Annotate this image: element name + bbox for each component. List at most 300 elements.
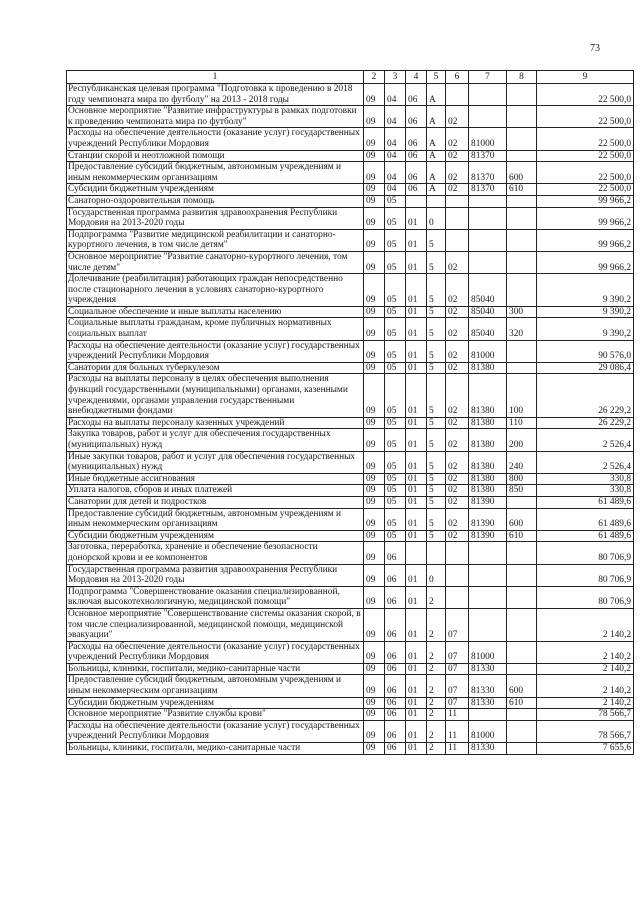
- row-code-activity-cell: 02: [446, 106, 469, 128]
- row-code-activity-cell: 02: [446, 362, 469, 374]
- row-code-direction-cell: 81330: [469, 663, 507, 675]
- row-name-cell: Больницы, клиники, госпитали, медико-санитарные части: [67, 663, 364, 675]
- row-code-direction-cell: 85040: [469, 318, 507, 340]
- row-code-rz-cell: 09: [364, 362, 385, 374]
- row-code-activity-cell: 02: [446, 340, 469, 362]
- table-row: [67, 720, 634, 742]
- row-code-rz-cell: 09: [364, 641, 385, 663]
- row-name-cell: Основное мероприятие "Развитие санаторно-курортного лечения, том числе детям": [67, 251, 364, 273]
- row-code-pr-cell: 04: [385, 84, 406, 106]
- budget-table: [66, 70, 634, 755]
- row-code-pr-cell: 05: [385, 207, 406, 229]
- row-code-activity-cell: 07: [446, 697, 469, 709]
- table-row: [67, 106, 634, 128]
- header-col-6: 6: [446, 71, 469, 84]
- row-code-pr-cell: 06: [385, 586, 406, 608]
- row-code-subprogram-cell: [427, 542, 446, 564]
- row-code-subprogram-cell: 2: [427, 641, 446, 663]
- row-code-rz-cell: 09: [364, 608, 385, 641]
- row-code-program-cell: 06: [406, 184, 427, 196]
- row-code-pr-cell: 06: [385, 720, 406, 742]
- row-code-pr-cell: 05: [385, 508, 406, 530]
- row-amount-cell: 2 140,2: [537, 697, 634, 709]
- row-code-direction-cell: [469, 542, 507, 564]
- header-col-4: 4: [406, 71, 427, 84]
- row-code-program-cell: 01: [406, 709, 427, 721]
- row-code-subprogram-cell: 0: [427, 207, 446, 229]
- table-row: [67, 743, 634, 755]
- row-code-rz-cell: 09: [364, 306, 385, 318]
- row-code-activity-cell: 07: [446, 641, 469, 663]
- row-code-subprogram-cell: 5: [427, 340, 446, 362]
- row-code-rz-cell: 09: [364, 485, 385, 497]
- row-code-program-cell: 01: [406, 496, 427, 508]
- row-code-activity-cell: 02: [446, 318, 469, 340]
- row-code-activity-cell: 11: [446, 720, 469, 742]
- row-code-pr-cell: 06: [385, 542, 406, 564]
- row-name-cell: Основное мероприятие "Совершенствование системы оказания скорой, в том числе специализированной, медицинской помощи, медицинской эвакуации": [67, 608, 364, 641]
- row-code-subprogram-cell: 5: [427, 451, 446, 473]
- row-code-direction-cell: 81380: [469, 485, 507, 497]
- row-code-vr-cell: [507, 150, 537, 162]
- row-code-direction-cell: [469, 709, 507, 721]
- row-code-vr-cell: 110: [507, 417, 537, 429]
- table-body: [67, 84, 634, 755]
- row-code-subprogram-cell: 5: [427, 429, 446, 451]
- row-code-activity-cell: [446, 195, 469, 207]
- row-code-direction-cell: 81330: [469, 743, 507, 755]
- row-code-pr-cell: 04: [385, 150, 406, 162]
- row-code-direction-cell: 81370: [469, 150, 507, 162]
- row-code-vr-cell: 610: [507, 184, 537, 196]
- table-row: [67, 128, 634, 150]
- row-code-vr-cell: 600: [507, 162, 537, 184]
- row-code-activity-cell: 02: [446, 473, 469, 485]
- row-code-vr-cell: [507, 608, 537, 641]
- row-code-direction-cell: 81380: [469, 374, 507, 417]
- row-name-cell: Субсидии бюджетным учреждениям: [67, 184, 364, 196]
- row-code-program-cell: [406, 195, 427, 207]
- row-code-vr-cell: [507, 195, 537, 207]
- row-code-pr-cell: 05: [385, 374, 406, 417]
- row-code-program-cell: 01: [406, 274, 427, 307]
- row-code-pr-cell: 05: [385, 306, 406, 318]
- row-amount-cell: 2 526,4: [537, 451, 634, 473]
- row-amount-cell: 9 390,2: [537, 318, 634, 340]
- table-row: [67, 374, 634, 417]
- row-code-rz-cell: 09: [364, 451, 385, 473]
- row-amount-cell: 61 489,6: [537, 508, 634, 530]
- row-amount-cell: 90 576,0: [537, 340, 634, 362]
- row-code-subprogram-cell: 5: [427, 530, 446, 542]
- row-code-direction-cell: [469, 251, 507, 273]
- row-code-rz-cell: 09: [364, 697, 385, 709]
- table-row: [67, 542, 634, 564]
- row-code-activity-cell: 02: [446, 184, 469, 196]
- row-code-subprogram-cell: 2: [427, 697, 446, 709]
- row-code-pr-cell: 05: [385, 429, 406, 451]
- row-code-rz-cell: 09: [364, 530, 385, 542]
- row-name-cell: Социальное обеспечение и иные выплаты населению: [67, 306, 364, 318]
- row-code-subprogram-cell: 2: [427, 608, 446, 641]
- row-code-rz-cell: 09: [364, 84, 385, 106]
- row-amount-cell: 78 566,7: [537, 720, 634, 742]
- row-code-pr-cell: 05: [385, 496, 406, 508]
- row-code-program-cell: 01: [406, 251, 427, 273]
- row-code-direction-cell: 81000: [469, 641, 507, 663]
- row-code-rz-cell: 09: [364, 184, 385, 196]
- row-code-subprogram-cell: 5: [427, 318, 446, 340]
- row-code-activity-cell: [446, 586, 469, 608]
- row-code-program-cell: 01: [406, 675, 427, 697]
- row-code-vr-cell: 200: [507, 429, 537, 451]
- row-code-pr-cell: 05: [385, 340, 406, 362]
- row-code-activity-cell: 02: [446, 274, 469, 307]
- row-code-subprogram-cell: 5: [427, 306, 446, 318]
- row-code-direction-cell: 81390: [469, 496, 507, 508]
- row-code-direction-cell: 85040: [469, 306, 507, 318]
- row-code-direction-cell: 81330: [469, 697, 507, 709]
- row-code-subprogram-cell: А: [427, 184, 446, 196]
- row-name-cell: Закупка товаров, работ и услуг для обеспечения государственных (муниципальных) нужд: [67, 429, 364, 451]
- row-amount-cell: 26 229,2: [537, 374, 634, 417]
- row-code-pr-cell: 06: [385, 641, 406, 663]
- row-code-vr-cell: 800: [507, 473, 537, 485]
- row-code-direction-cell: 81000: [469, 128, 507, 150]
- row-name-cell: Заготовка, переработка, хранение и обеспечение безопасности донорской крови и ее компонентов: [67, 542, 364, 564]
- row-code-direction-cell: [469, 608, 507, 641]
- row-code-rz-cell: 09: [364, 564, 385, 586]
- row-code-subprogram-cell: 5: [427, 485, 446, 497]
- row-code-rz-cell: 09: [364, 106, 385, 128]
- row-code-program-cell: 01: [406, 564, 427, 586]
- row-amount-cell: 2 140,2: [537, 608, 634, 641]
- row-name-cell: Подпрограмма "Совершенствование оказания специализированной, включая высокотехнологичную, медицинской помощи": [67, 586, 364, 608]
- row-amount-cell: 99 966,2: [537, 195, 634, 207]
- row-code-rz-cell: 09: [364, 496, 385, 508]
- row-code-activity-cell: [446, 564, 469, 586]
- row-name-cell: Расходы на выплаты персоналу казенных учреждений: [67, 417, 364, 429]
- table-row: [67, 207, 634, 229]
- row-code-vr-cell: 600: [507, 675, 537, 697]
- row-amount-cell: 99 966,2: [537, 229, 634, 251]
- row-code-direction-cell: 81330: [469, 675, 507, 697]
- row-code-rz-cell: 09: [364, 675, 385, 697]
- row-code-subprogram-cell: А: [427, 106, 446, 128]
- row-name-cell: Иные бюджетные ассигнования: [67, 473, 364, 485]
- row-code-program-cell: 01: [406, 720, 427, 742]
- row-code-program-cell: 01: [406, 473, 427, 485]
- row-code-subprogram-cell: 2: [427, 663, 446, 675]
- row-code-subprogram-cell: 5: [427, 229, 446, 251]
- row-code-subprogram-cell: 2: [427, 709, 446, 721]
- table-row: [67, 697, 634, 709]
- row-amount-cell: 61 489,6: [537, 530, 634, 542]
- row-code-direction-cell: 81390: [469, 508, 507, 530]
- row-code-vr-cell: 100: [507, 374, 537, 417]
- table-row: [67, 496, 634, 508]
- row-code-program-cell: 01: [406, 417, 427, 429]
- row-name-cell: Расходы на обеспечение деятельности (оказание услуг) государственных учреждений Республики Мордовия: [67, 340, 364, 362]
- table-row: [67, 608, 634, 641]
- table-row: [67, 429, 634, 451]
- row-code-rz-cell: 09: [364, 709, 385, 721]
- row-code-program-cell: 01: [406, 743, 427, 755]
- table-row: [67, 530, 634, 542]
- row-code-rz-cell: 09: [364, 473, 385, 485]
- row-code-rz-cell: 09: [364, 162, 385, 184]
- row-name-cell: Иные закупки товаров, работ и услуг для обеспечения государственных (муниципальных) нужд: [67, 451, 364, 473]
- header-col-3: 3: [385, 71, 406, 84]
- row-code-subprogram-cell: 0: [427, 564, 446, 586]
- row-code-subprogram-cell: 5: [427, 274, 446, 307]
- row-code-vr-cell: [507, 720, 537, 742]
- row-code-direction-cell: 81370: [469, 162, 507, 184]
- header-col-9: 9: [537, 71, 634, 84]
- row-code-pr-cell: 06: [385, 743, 406, 755]
- row-code-activity-cell: 02: [446, 530, 469, 542]
- row-code-rz-cell: 09: [364, 274, 385, 307]
- row-code-rz-cell: 09: [364, 195, 385, 207]
- row-name-cell: Санатории для детей и подростков: [67, 496, 364, 508]
- row-code-vr-cell: [507, 229, 537, 251]
- row-code-vr-cell: [507, 743, 537, 755]
- row-code-direction-cell: [469, 229, 507, 251]
- row-code-rz-cell: 09: [364, 743, 385, 755]
- row-amount-cell: 80 706,9: [537, 564, 634, 586]
- row-code-pr-cell: 05: [385, 318, 406, 340]
- row-code-vr-cell: [507, 128, 537, 150]
- row-code-program-cell: 01: [406, 663, 427, 675]
- row-code-direction-cell: [469, 106, 507, 128]
- row-code-direction-cell: 81370: [469, 184, 507, 196]
- row-code-pr-cell: 05: [385, 530, 406, 542]
- row-code-direction-cell: 81380: [469, 451, 507, 473]
- row-amount-cell: 61 489,6: [537, 496, 634, 508]
- row-code-vr-cell: [507, 663, 537, 675]
- row-code-rz-cell: 09: [364, 586, 385, 608]
- table-row: [67, 150, 634, 162]
- table-row: [67, 473, 634, 485]
- row-code-subprogram-cell: 2: [427, 586, 446, 608]
- row-amount-cell: 2 140,2: [537, 663, 634, 675]
- row-code-program-cell: 01: [406, 318, 427, 340]
- row-code-direction-cell: 81390: [469, 530, 507, 542]
- row-amount-cell: 2 140,2: [537, 641, 634, 663]
- row-code-direction-cell: [469, 207, 507, 229]
- row-code-vr-cell: [507, 274, 537, 307]
- row-name-cell: Предоставление субсидий бюджетным, автономным учреждениям и иным некоммерческим организациям: [67, 675, 364, 697]
- row-code-program-cell: 01: [406, 429, 427, 451]
- row-code-pr-cell: 04: [385, 162, 406, 184]
- row-code-activity-cell: 02: [446, 508, 469, 530]
- row-code-vr-cell: 600: [507, 508, 537, 530]
- row-code-subprogram-cell: А: [427, 162, 446, 184]
- row-code-rz-cell: 09: [364, 663, 385, 675]
- row-code-activity-cell: 07: [446, 663, 469, 675]
- row-code-direction-cell: 81380: [469, 473, 507, 485]
- row-code-subprogram-cell: А: [427, 84, 446, 106]
- row-name-cell: Больницы, клиники, госпитали, медико-санитарные части: [67, 743, 364, 755]
- row-amount-cell: 330,8: [537, 473, 634, 485]
- row-code-vr-cell: 300: [507, 306, 537, 318]
- row-code-direction-cell: [469, 586, 507, 608]
- row-code-program-cell: 01: [406, 641, 427, 663]
- row-code-direction-cell: 81380: [469, 362, 507, 374]
- row-code-pr-cell: 04: [385, 184, 406, 196]
- row-name-cell: Республиканская целевая программа "Подготовка к проведению в 2018 году чемпионата мира по футболу" на 2013 - 2018 годы: [67, 84, 364, 106]
- table-row: [67, 229, 634, 251]
- row-code-pr-cell: 05: [385, 362, 406, 374]
- row-code-activity-cell: 02: [446, 496, 469, 508]
- row-code-rz-cell: 09: [364, 340, 385, 362]
- row-code-program-cell: 01: [406, 530, 427, 542]
- table-row: [67, 162, 634, 184]
- row-name-cell: Социальные выплаты гражданам, кроме публичных нормативных социальных выплат: [67, 318, 364, 340]
- table-row: [67, 586, 634, 608]
- row-code-vr-cell: 850: [507, 485, 537, 497]
- header-col-1: 1: [67, 71, 364, 84]
- row-code-program-cell: 06: [406, 106, 427, 128]
- row-name-cell: Подпрограмма "Развитие медицинской реабилитации и санаторно-курортного лечения, в том числе детям": [67, 229, 364, 251]
- row-code-activity-cell: 07: [446, 675, 469, 697]
- row-code-direction-cell: 81380: [469, 429, 507, 451]
- row-name-cell: Государственная программа развития здравоохранения Республики Мордовия на 2013-2020 годы: [67, 207, 364, 229]
- row-name-cell: Основное мероприятие "Развитие службы крови": [67, 709, 364, 721]
- table-header-row: [67, 71, 634, 84]
- table-row: [67, 485, 634, 497]
- row-code-pr-cell: 06: [385, 675, 406, 697]
- row-code-program-cell: 01: [406, 362, 427, 374]
- row-code-activity-cell: 02: [446, 451, 469, 473]
- row-code-activity-cell: 02: [446, 417, 469, 429]
- table-row: [67, 84, 634, 106]
- row-amount-cell: 2 526,4: [537, 429, 634, 451]
- row-code-subprogram-cell: 2: [427, 720, 446, 742]
- row-name-cell: Санатории для больных туберкулезом: [67, 362, 364, 374]
- row-code-activity-cell: [446, 207, 469, 229]
- row-code-program-cell: 06: [406, 84, 427, 106]
- row-code-vr-cell: [507, 251, 537, 273]
- row-code-direction-cell: 85040: [469, 274, 507, 307]
- row-code-activity-cell: 02: [446, 429, 469, 451]
- table-row: [67, 362, 634, 374]
- row-name-cell: Субсидии бюджетным учреждениям: [67, 697, 364, 709]
- table-row: [67, 564, 634, 586]
- row-code-program-cell: 06: [406, 162, 427, 184]
- row-code-direction-cell: [469, 84, 507, 106]
- row-code-pr-cell: 04: [385, 128, 406, 150]
- row-code-subprogram-cell: 5: [427, 374, 446, 417]
- table-row: [67, 417, 634, 429]
- row-code-program-cell: 01: [406, 340, 427, 362]
- row-code-pr-cell: 05: [385, 451, 406, 473]
- row-code-vr-cell: 240: [507, 451, 537, 473]
- row-amount-cell: 99 966,2: [537, 207, 634, 229]
- row-code-pr-cell: 06: [385, 564, 406, 586]
- row-amount-cell: 22 500,0: [537, 84, 634, 106]
- row-code-activity-cell: 02: [446, 306, 469, 318]
- row-code-vr-cell: 610: [507, 530, 537, 542]
- row-code-subprogram-cell: А: [427, 150, 446, 162]
- row-code-activity-cell: 02: [446, 485, 469, 497]
- table-row: [67, 274, 634, 307]
- row-code-vr-cell: [507, 84, 537, 106]
- row-code-subprogram-cell: 5: [427, 496, 446, 508]
- row-code-subprogram-cell: 5: [427, 508, 446, 530]
- row-code-activity-cell: 02: [446, 251, 469, 273]
- row-amount-cell: 22 500,0: [537, 150, 634, 162]
- row-code-program-cell: 01: [406, 451, 427, 473]
- header-col-5: 5: [427, 71, 446, 84]
- row-code-activity-cell: 11: [446, 709, 469, 721]
- row-name-cell: Расходы на обеспечение деятельности (оказание услуг) государственных учреждений Республики Мордовия: [67, 641, 364, 663]
- row-code-subprogram-cell: 5: [427, 473, 446, 485]
- row-code-pr-cell: 05: [385, 417, 406, 429]
- row-code-vr-cell: [507, 641, 537, 663]
- row-name-cell: Предоставление субсидий бюджетным, автономным учреждениям и иным некоммерческим организациям: [67, 162, 364, 184]
- row-amount-cell: 22 500,0: [537, 128, 634, 150]
- row-name-cell: Субсидии бюджетным учреждениям: [67, 530, 364, 542]
- row-amount-cell: 78 566,7: [537, 709, 634, 721]
- row-code-subprogram-cell: 5: [427, 417, 446, 429]
- row-name-cell: Долечивание (реабилитация) работающих граждан непосредственно после стационарного лечения в условиях санаторно-курортного учреждения: [67, 274, 364, 307]
- row-name-cell: Основное мероприятие "Развитие инфраструктуры в рамках подготовки к проведению чемпионата мира по футболу": [67, 106, 364, 128]
- row-code-vr-cell: [507, 340, 537, 362]
- table-row: [67, 195, 634, 207]
- row-code-program-cell: 06: [406, 150, 427, 162]
- row-amount-cell: 99 966,2: [537, 251, 634, 273]
- row-name-cell: Расходы на обеспечение деятельности (оказание услуг) государственных учреждений Республики Мордовия: [67, 720, 364, 742]
- row-amount-cell: 2 140,2: [537, 675, 634, 697]
- row-code-rz-cell: 09: [364, 720, 385, 742]
- row-code-pr-cell: 05: [385, 274, 406, 307]
- row-code-rz-cell: 09: [364, 374, 385, 417]
- row-name-cell: Уплата налогов, сборов и иных платежей: [67, 485, 364, 497]
- table-row: [67, 340, 634, 362]
- row-code-vr-cell: 320: [507, 318, 537, 340]
- row-amount-cell: 26 229,2: [537, 417, 634, 429]
- row-amount-cell: 330,8: [537, 485, 634, 497]
- table-row: [67, 709, 634, 721]
- table-row: [67, 508, 634, 530]
- table-row: [67, 451, 634, 473]
- row-code-program-cell: 01: [406, 207, 427, 229]
- row-name-cell: Санаторно-оздоровительная помощь: [67, 195, 364, 207]
- row-amount-cell: 9 390,2: [537, 306, 634, 318]
- row-name-cell: Государственная программа развития здравоохранения Республики Мордовия на 2013-2020 годы: [67, 564, 364, 586]
- table-row: [67, 306, 634, 318]
- row-code-activity-cell: 07: [446, 608, 469, 641]
- row-code-program-cell: 01: [406, 586, 427, 608]
- row-code-vr-cell: [507, 709, 537, 721]
- row-amount-cell: 80 706,9: [537, 542, 634, 564]
- header-col-8: 8: [507, 71, 537, 84]
- row-code-pr-cell: 05: [385, 485, 406, 497]
- row-code-pr-cell: 04: [385, 106, 406, 128]
- row-code-rz-cell: 09: [364, 150, 385, 162]
- row-code-direction-cell: 81000: [469, 720, 507, 742]
- page-number: 73: [590, 43, 600, 54]
- row-code-activity-cell: 02: [446, 150, 469, 162]
- row-code-rz-cell: 09: [364, 207, 385, 229]
- row-code-subprogram-cell: [427, 195, 446, 207]
- row-code-activity-cell: 11: [446, 743, 469, 755]
- row-amount-cell: 29 086,4: [537, 362, 634, 374]
- row-code-rz-cell: 09: [364, 318, 385, 340]
- row-code-vr-cell: [507, 207, 537, 229]
- row-code-rz-cell: 09: [364, 542, 385, 564]
